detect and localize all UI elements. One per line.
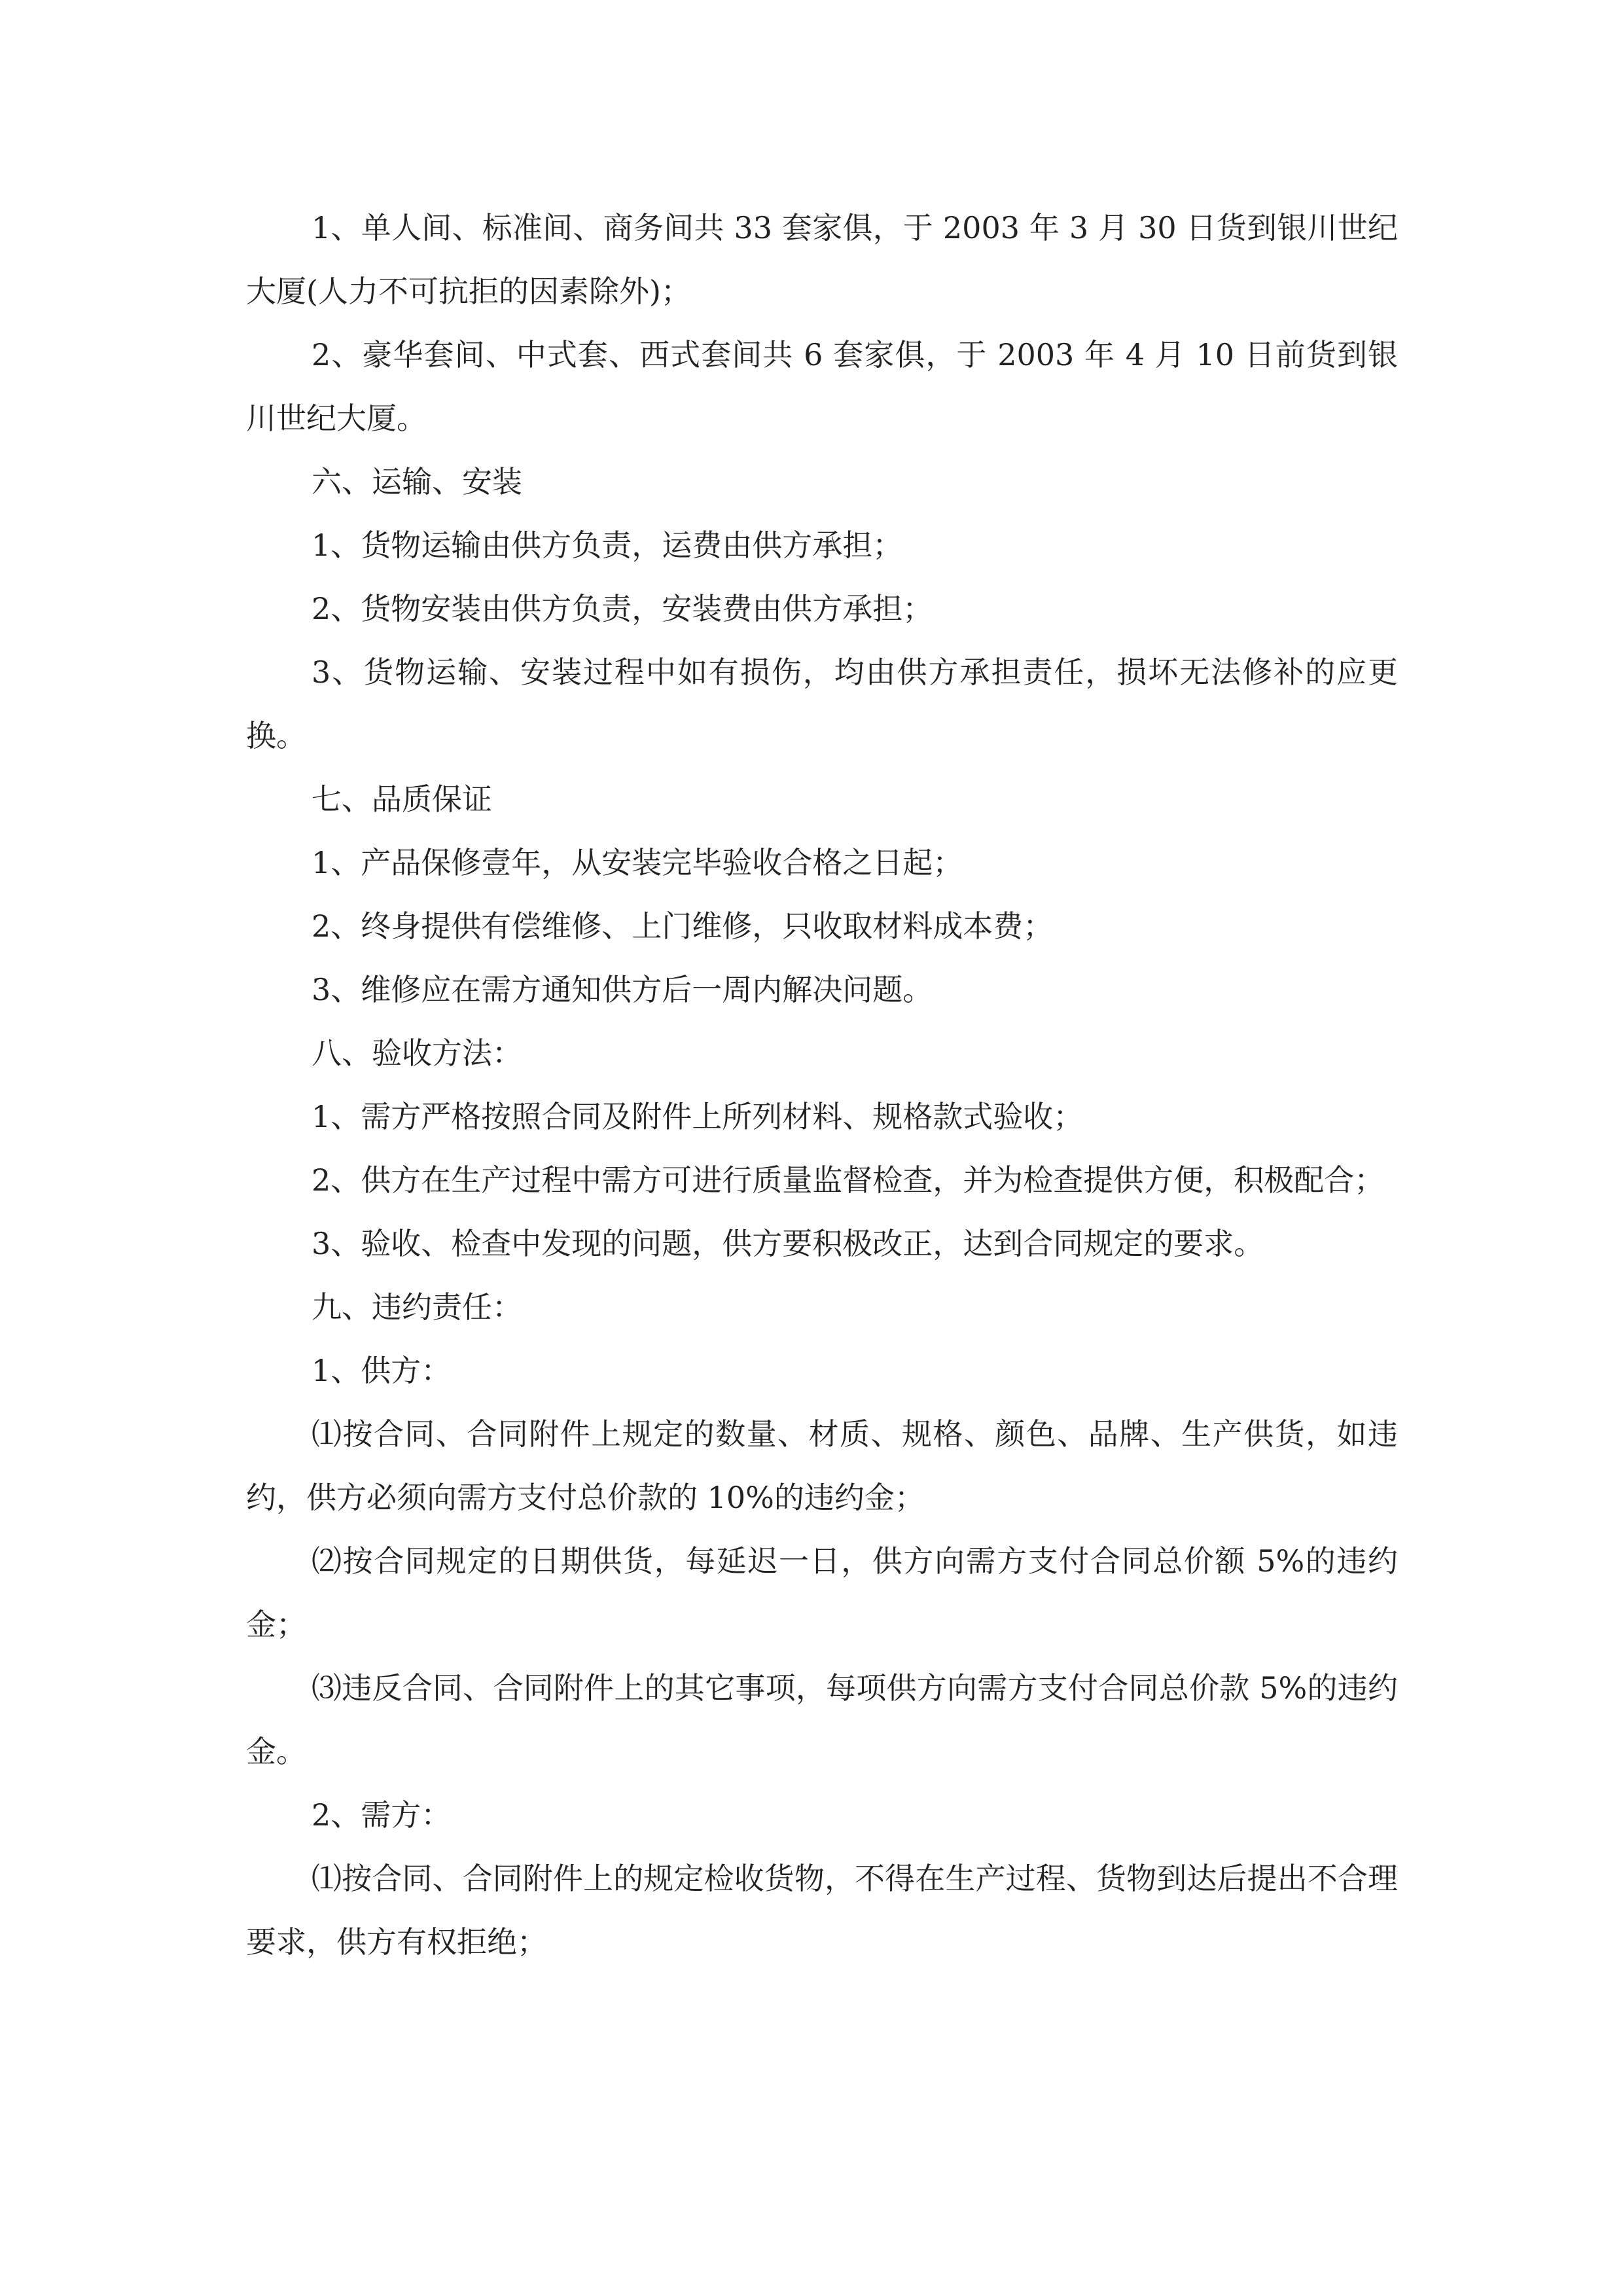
paragraph: 1、需方严格按照合同及附件上所列材料、规格款式验收； xyxy=(312,1099,1084,1134)
paragraph: 1、产品保修壹年，从安装完毕验收合格之日起； xyxy=(312,845,963,880)
paragraph: 1、供方： xyxy=(312,1353,452,1388)
section-heading: 九、违约责任： xyxy=(312,1289,522,1325)
paragraph: 1、货物运输由供方负责，运费由供方承担； xyxy=(312,528,903,563)
paragraph: 2、供方在生产过程中需方可进行质量监督检查，并为检查提供方便，积极配合； xyxy=(312,1162,1385,1198)
section-heading: 七、品质保证 xyxy=(312,781,492,817)
paragraph: 2、需方： xyxy=(312,1797,452,1833)
paragraph: 2、豪华套间、中式套、西式套间共 6 套家俱，于 2003 年 4 月 10 日前货到银川世纪大厦。 xyxy=(246,337,1398,436)
section-heading: 八、验收方法： xyxy=(312,1035,522,1071)
paragraph: 3、维修应在需方通知供方后一周内解决问题。 xyxy=(312,972,933,1007)
paragraph: ⑵按合同规定的日期供货，每延迟一日，供方向需方支付合同总价额 5%的违约金； xyxy=(246,1543,1398,1642)
document-body xyxy=(246,196,1398,1974)
paragraph: 2、终身提供有偿维修、上门维修，只收取材料成本费； xyxy=(312,908,1054,944)
paragraph: 3、验收、检查中发现的问题，供方要积极改正，达到合同规定的要求。 xyxy=(312,1226,1264,1261)
paragraph: 2、货物安装由供方负责，安装费由供方承担； xyxy=(312,591,933,626)
paragraph: ⑶违反合同、合同附件上的其它事项，每项供方向需方支付合同总价款 5%的违约金。 xyxy=(246,1670,1398,1769)
paragraph: 1、单人间、标准间、商务间共 33 套家俱，于 2003 年 3 月 30 日货到银川世纪大厦(人力不可抗拒的因素除外)； xyxy=(246,210,1398,309)
paragraph: ⑴按合同、合同附件上规定的数量、材质、规格、颜色、品牌、生产供货，如违约，供方必须向需方支付总价款的 10%的违约金； xyxy=(246,1416,1398,1515)
section-heading: 六、运输、安装 xyxy=(312,464,522,499)
paragraph: 3、货物运输、安装过程中如有损伤，均由供方承担责任，损坏无法修补的应更换。 xyxy=(246,655,1398,753)
paragraph: ⑴按合同、合同附件上的规定检收货物，不得在生产过程、货物到达后提出不合理要求，供方有权拒绝； xyxy=(246,1861,1398,1960)
